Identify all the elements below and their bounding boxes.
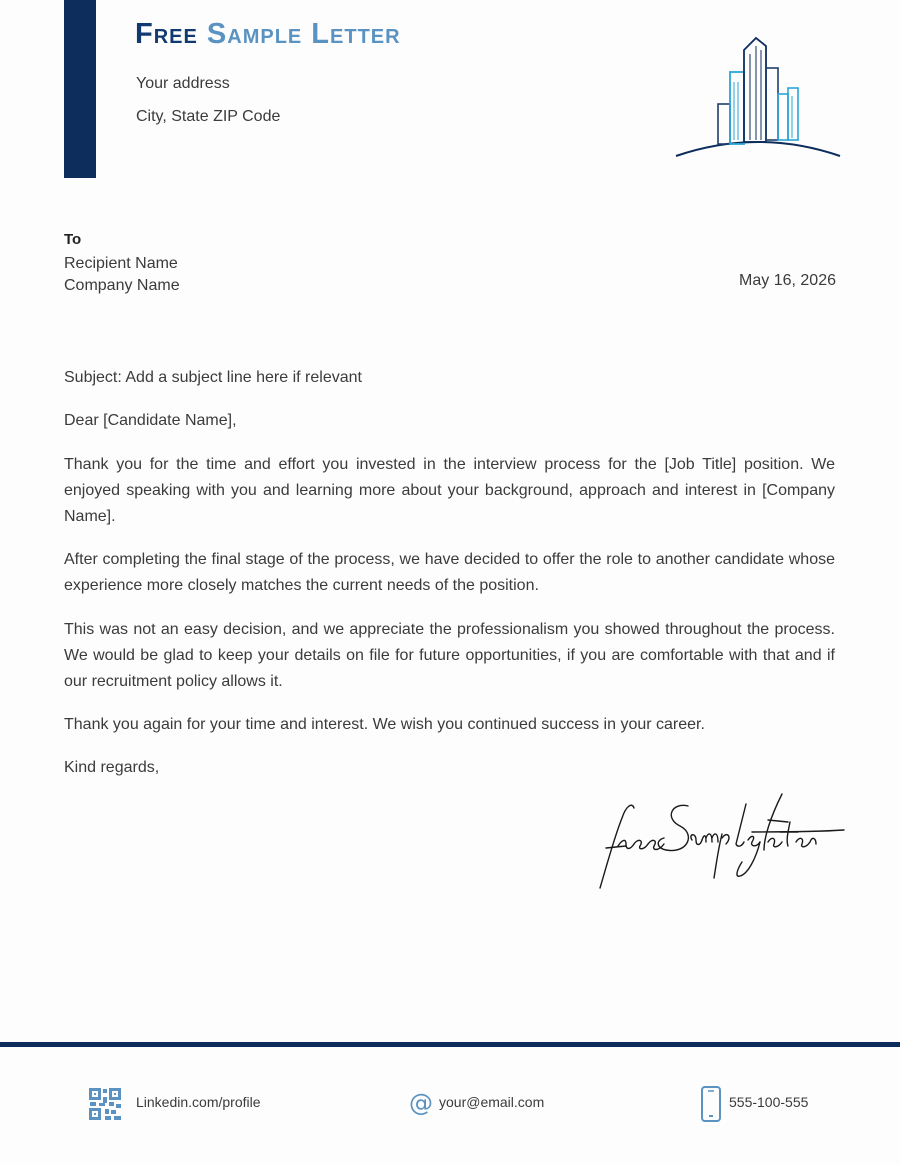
subject-line: Subject: Add a subject line here if relevant [64,369,362,386]
brand-word-sample-letter: Sample Letter [206,18,401,50]
svg-text:@: @ [409,1090,433,1116]
city-skyline-icon [672,32,844,162]
phone-number[interactable]: 555-100-555 [729,1094,809,1110]
recipient-company: Company Name [64,277,180,294]
address-line-1: Your address [136,75,230,92]
paragraph-3: This was not an easy decision, and we appreciate the professionalism you showed throughout the process. We would be glad to keep your details on file for future opportunities, if you are comfortable with that and if our recruitment policy allows it. [64,621,835,690]
email-link[interactable]: your@email.com [439,1094,545,1110]
paragraph-2: After completing the final stage of the process, we have decided to offer the role to another candidate whose experience more closely matches the current needs of the position. [64,551,835,594]
address-line-2: City, State ZIP Code [136,108,281,125]
closing: Kind regards, [64,759,160,776]
at-sign-icon [408,1090,434,1116]
phone-icon [700,1085,722,1123]
recipient-name: Recipient Name [64,255,178,272]
left-accent-bar [64,0,96,178]
salutation: Dear [Candidate Name], [64,412,237,429]
paragraph-4: Thank you again for your time and interest. We wish you continued success in your career. [64,716,705,733]
letter-date: May 16, 2026 [739,272,836,289]
footer-divider [0,1042,900,1047]
linkedin-link[interactable]: Linkedin.com/profile [136,1094,261,1110]
to-label: To [64,231,82,248]
qr-code-icon [88,1087,122,1121]
brand-word-free: Free [135,18,198,50]
brand-title [135,18,401,51]
signature [592,788,848,898]
paragraph-1: Thank you for the time and effort you invested in the interview process for the [Job Title] position. We enjoyed speaking with you and learning more about your background, approach and interest in [Company Name]. [64,456,835,525]
